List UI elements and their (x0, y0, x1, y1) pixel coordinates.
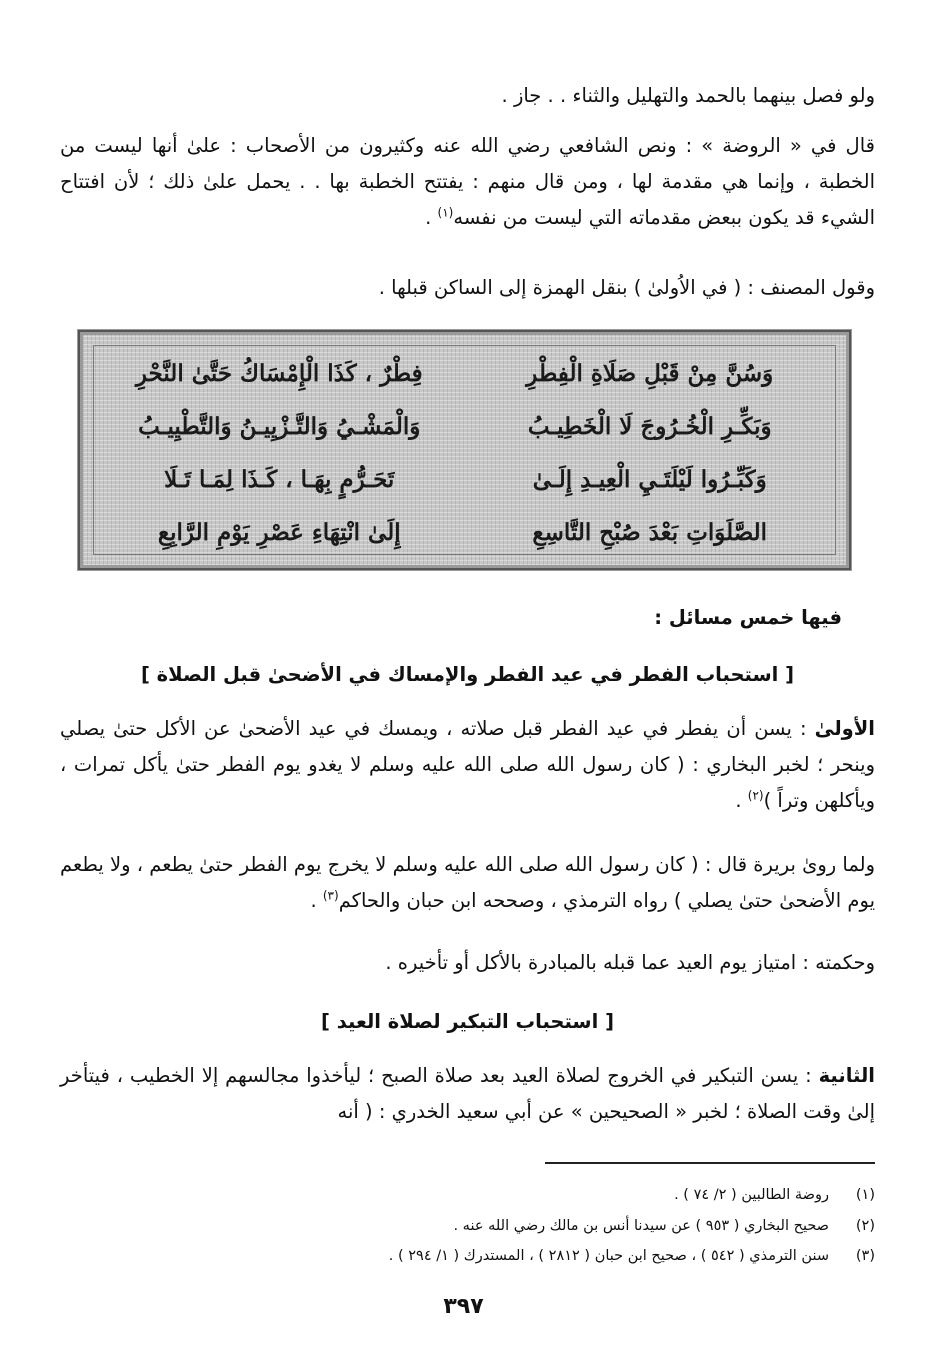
paragraph-text: ولو فصل بينهما بالحمد والتهليل والثناء . . جاز . (501, 84, 875, 107)
verse-second-hemistich: فِطْرٌ ، كَذَا الْإِمْسَاكُ حَتَّىٰ النَّحْرِ (135, 359, 423, 387)
footnote-number: (٢) (855, 1218, 875, 1234)
section-heading-fitr: [ استحباب الفطر في عيد الفطر والإمساك في الأضحىٰ قبل الصلاة ] (140, 663, 795, 686)
section-heading-early: [ استحباب التبكير لصلاة العيد ] (321, 1010, 614, 1033)
page-number: ٣٩٧ (443, 1294, 484, 1319)
verse-second-hemistich: إِلَىٰ انْتِهَاءِ عَصْرِ يَوْمِ الرَّابِعِ (157, 518, 401, 546)
verse-second-hemistich: تَحَـرُّمٍ بِهَـا ، كَـذَا لِمَـا تَـلَا (164, 465, 395, 493)
paragraph-end: . (310, 889, 323, 912)
verse-first-hemistich: الصَّلَوَاتِ بَعْدَ صُبْحِ التَّاسِعِ (532, 518, 768, 546)
verse-first-hemistich: وَسُنَّ مِنْ قَبْلِ صَلَاةِ الْفِطْرِ (526, 359, 774, 387)
issue-lead: الأولىٰ (814, 717, 875, 740)
paragraph-text: ولما روىٰ بريرة قال : ( كان رسول الله صلى الله عليه وسلم لا يخرج يوم الفطر حتىٰ يطعم ، ولا يطعم يوم الأضحىٰ حتىٰ يصلي ) رواه الترمذي ، وصححه ابن حبان والحاكم (60, 853, 875, 912)
paragraph-burayda (60, 847, 875, 919)
footnote-separator (545, 1162, 875, 1164)
paragraph-text: : يسن التبكير في الخروج لصلاة العيد بعد صلاة الصبح ؛ ليأخذوا مجالسهم إلا الخطيب ، فيتأخر إلىٰ وقت الصلاة ؛ لخبر « الصحيحين » عن أبي سعيد الخدري : ( أنه (60, 1064, 875, 1123)
verse-line (94, 454, 835, 504)
paragraph-text: وقول المصنف : ( في الاُولىٰ ) بنقل الهمزة إلى الساكن قبلها . (378, 276, 875, 299)
verse-line (94, 348, 835, 398)
verse-frame (93, 345, 836, 555)
footnote-text: صحيح البخاري ( ٩٥٣ ) عن سيدنا أنس بن مالك رضي الله عنه . (453, 1218, 829, 1234)
paragraph-text: وحكمته : امتياز يوم العيد عما قبله بالمبادرة بالأكل أو تأخيره . (385, 951, 875, 974)
footnote-ref-3[interactable]: (٣) (322, 888, 339, 903)
paragraph-text: قال في « الروضة » : ونص الشافعي رضي الله عنه وكثيرون من الأصحاب : علىٰ أنها ليست من الخطبة ، وإنما هي مقدمة لها ، ومن قال منهم : يفتتح الخطبة بها . . يحمل علىٰ ذلك ؛ لأن افتتاح الشيء قد يكون ببعض مقدماته التي ليست من نفسه (60, 134, 875, 229)
footnote-number: (١) (855, 1187, 875, 1203)
footnote-1 (60, 1182, 875, 1208)
verse-line (94, 401, 835, 451)
footnote-number: (٣) (855, 1248, 875, 1264)
issue-lead: الثانية (818, 1064, 875, 1087)
footnote-text: روضة الطالبين ( ٢/ ٧٤ ) . (674, 1187, 829, 1203)
footnote-2 (60, 1213, 875, 1239)
footnote-ref-2[interactable]: (٢) (747, 788, 764, 803)
verse-box (77, 329, 852, 571)
paragraph-end: . (735, 789, 748, 812)
paragraph-rawda-quote (60, 128, 875, 236)
footnote-ref-1[interactable]: (١) (437, 205, 454, 220)
paragraph-text: : يسن أن يفطر في عيد الفطر قبل صلاته ، ويمسك في عيد الأضحىٰ عن الأكل حتىٰ يصلي وينحر ؛ لخبر البخاري : ( كان رسول الله صلى الله عليه وسلم لا يغدو يوم الفطر حتىٰ يأكل تمرات ، ويأكلهن وتراً ) (60, 717, 875, 812)
verse-first-hemistich: وَبَكِّـرِ الْخُـرُوجَ لَا الْخَطِيـبُ (527, 412, 772, 440)
verse-first-hemistich: وَكَبِّـرُوا لَيْلَتَـيِ الْعِيـدِ إِلَـىٰ (532, 465, 767, 493)
issues-intro: فيها خمس مسائل : (654, 606, 842, 629)
verse-second-hemistich: وَالْمَشْـيُ وَالتَّـزْيِيـنُ وَالتَّطْيِيـبُ (138, 412, 421, 440)
paragraph-wisdom (60, 945, 875, 981)
paragraph-author-saying (60, 270, 875, 306)
paragraph-permissibility (60, 78, 875, 114)
footnote-3 (60, 1243, 875, 1269)
paragraph-second-issue (60, 1058, 875, 1130)
paragraph-first-issue (60, 711, 875, 819)
paragraph-end: . (425, 206, 438, 229)
verse-line (94, 507, 835, 557)
footnote-text: سنن الترمذي ( ٥٤٢ ) ، صحيح ابن حبان ( ٢٨١٢ ) ، المستدرك ( ١/ ٢٩٤ ) . (388, 1248, 829, 1264)
